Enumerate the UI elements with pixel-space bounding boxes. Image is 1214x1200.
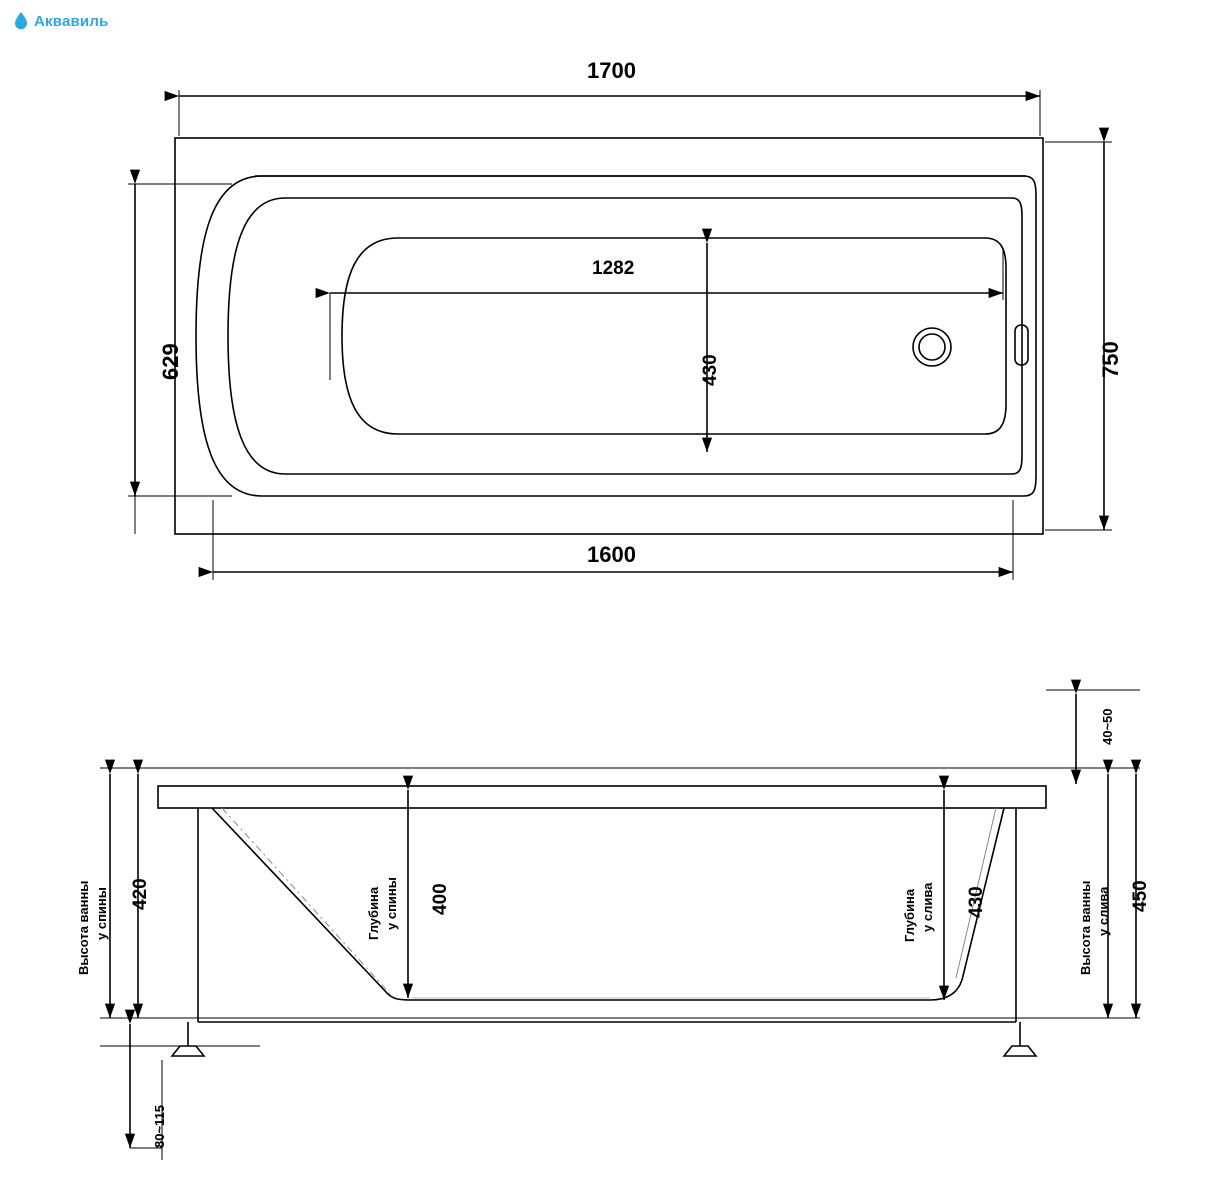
dim-leg-height: 80~115 (152, 1104, 167, 1148)
depth-at-drain-label-line1: Глубина (902, 888, 917, 942)
height-at-back-label-line1: Высота ванны (76, 880, 91, 975)
dim-inner-width-left: 629 (158, 343, 183, 380)
dim-rim-thickness: 40~50 (1100, 708, 1115, 745)
dim-overall-length: 1700 (587, 58, 636, 83)
height-at-drain-label-line2: у слива (1096, 886, 1111, 936)
dim-height-at-back: 420 (130, 878, 151, 910)
dim-bowl-length: 1282 (592, 258, 635, 279)
depth-at-back-label-line1: Глубина (366, 886, 381, 940)
depth-at-drain-label-line2: у слива (920, 882, 935, 932)
brand-name: Аквавиль (34, 12, 109, 30)
height-at-drain-label-line1: Высота ванны (1078, 880, 1093, 975)
dim-depth-at-drain: 430 (966, 886, 987, 918)
height-at-back-label-line2: у спины (94, 887, 109, 940)
dim-depth-at-back: 400 (430, 883, 451, 915)
dim-inner-length-bottom: 1600 (587, 542, 636, 567)
depth-at-back-label-line2: у спины (384, 877, 399, 930)
dim-overall-width: 750 (1098, 341, 1123, 378)
dim-height-at-drain: 450 (1130, 880, 1151, 912)
dim-bowl-width: 430 (700, 354, 721, 386)
